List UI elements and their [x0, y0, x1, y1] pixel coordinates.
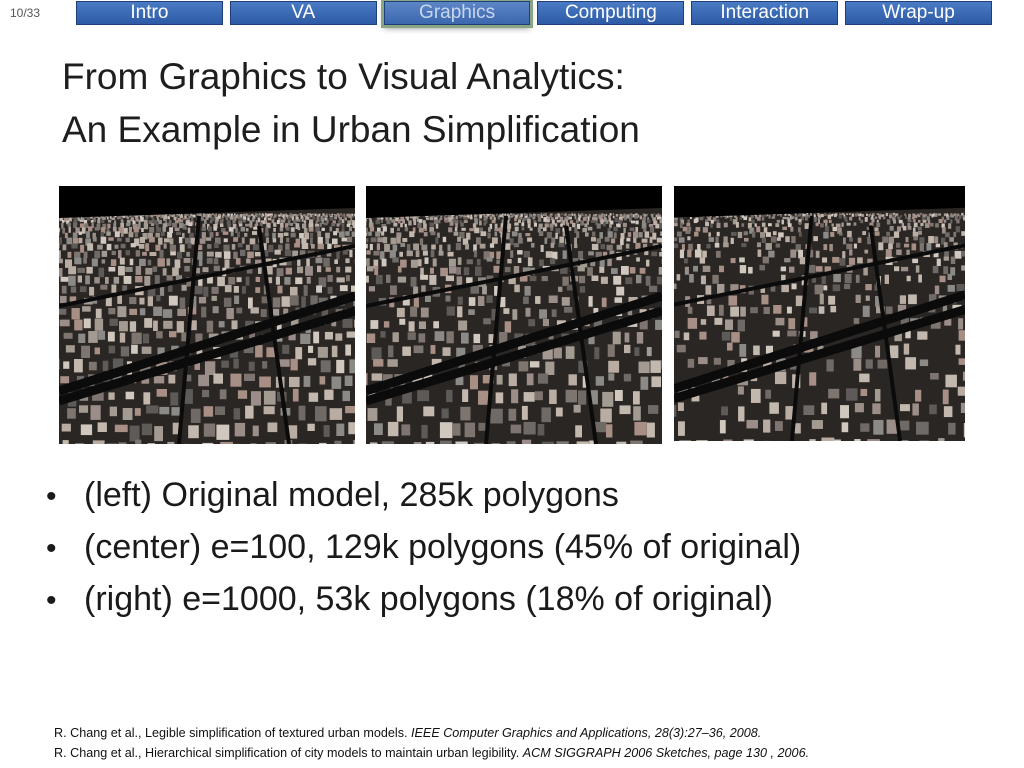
tab-computing[interactable]: Computing	[537, 1, 684, 25]
city-render-e100-icon	[366, 186, 662, 444]
bullet-list	[46, 470, 801, 626]
tab-va[interactable]: VA	[230, 1, 377, 25]
bullet-icon: •	[46, 532, 57, 565]
tab-graphics[interactable]: Graphics	[384, 1, 531, 25]
slide-counter: 10/33	[10, 6, 41, 20]
bullet-icon: •	[46, 480, 57, 513]
title-line-2: An Example in Urban Simplification	[62, 109, 640, 150]
reference-1: R. Chang et al., Legible simplification of textured urban models. IEEE Computer Graphics and Applications, 28(3):27–36, 2008.	[54, 726, 762, 740]
reference-2: R. Chang et al., Hierarchical simplification of city models to maintain urban legibility. ACM SIGGRAPH 2006 Sketches, page 130 , 2006.	[54, 746, 810, 760]
city-render-original-image	[59, 186, 355, 444]
list-item	[46, 574, 801, 626]
bullet-text: (center) e=100, 129k polygons (45% of original)	[84, 528, 802, 566]
list-item	[46, 470, 801, 522]
bullet-text: (left) Original model, 285k polygons	[84, 476, 619, 514]
city-render-e1000-image	[674, 186, 965, 441]
references	[54, 723, 809, 763]
tab-wrap-up[interactable]: Wrap-up	[845, 1, 992, 25]
slide-title	[62, 50, 640, 156]
list-item	[46, 522, 801, 574]
city-render-original-icon	[59, 186, 355, 444]
section-navbar	[76, 1, 992, 27]
tab-intro[interactable]: Intro	[76, 1, 223, 25]
bullet-icon: •	[46, 584, 57, 617]
city-render-e1000-icon	[674, 186, 965, 441]
tab-interaction[interactable]: Interaction	[691, 1, 838, 25]
bullet-text: (right) e=1000, 53k polygons (18% of original)	[84, 580, 773, 618]
title-line-1: From Graphics to Visual Analytics:	[62, 56, 625, 97]
city-render-e100-image	[366, 186, 662, 444]
